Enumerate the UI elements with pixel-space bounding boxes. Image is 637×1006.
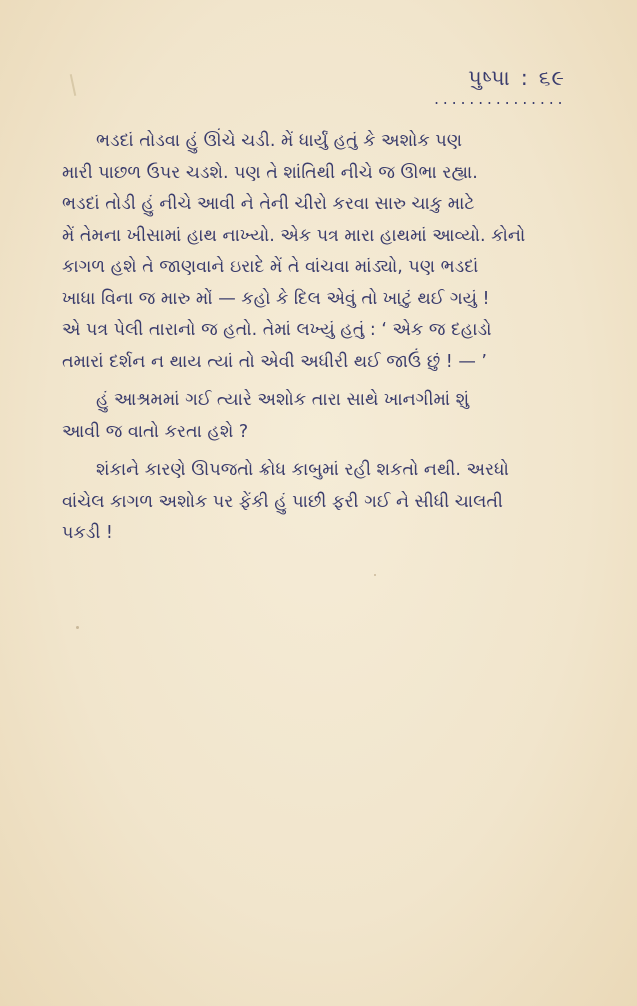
text-line: તમારાં દર્શન ન થાય ત્યાં તો એવી અધીરી થઈ જાઉં છું ! — ’: [62, 351, 487, 372]
paper-speck: [374, 574, 376, 576]
paragraph: [62, 385, 574, 448]
text-line: ખાધા વિના જ મારુ મોં — કહો કે દિલ એવું તો ખાટું થઈ ગયું !: [62, 288, 490, 309]
page-number: ૬૯: [538, 66, 565, 90]
text-line: મારી પાછળ ઉપર ચડશે. પણ તે શાંતિથી નીચે જ ઊભા રહ્યા.: [62, 162, 478, 183]
text-line: પકડી !: [62, 523, 113, 543]
paper-speck: [76, 626, 79, 629]
page-blemish: [70, 74, 77, 96]
text-line: ભડદાં તોડી હું નીચે આવી ને તેની ચીરો કરવા સારુ ચાકુ માટે: [62, 194, 475, 214]
text-line: વાંચેલ કાગળ અશોક પર ફેંકી હું પાછી ફરી ગઈ ને સીધી ચાલતી: [62, 491, 503, 512]
text-line: એ પત્ર પેલી તારાનો જ હતો. તેમાં લખ્યું હતું : ‘ એક જ દહાડો: [62, 320, 492, 340]
text-line: શંકાને કારણે ઊપજતો ક્રોધ કાબુમાં રહી શકતો નથી. અરધો: [96, 460, 509, 480]
page-header: [433, 66, 565, 108]
text-line: આવી જ વાતો કરતા હશે ?: [62, 421, 249, 442]
paragraph: [62, 455, 574, 550]
text-line: હું આશ્રમમાં ગઈ ત્યારે અશોક તારા સાથે ખાનગીમાં શું: [96, 390, 470, 410]
header-separator: :: [520, 66, 529, 90]
running-head: [433, 66, 565, 91]
text-line: ભડદાં તોડવા હું ઊંચે ચડી. મેં ધાર્યું હતું કે અશોક પણ: [96, 131, 462, 151]
text-line: કાગળ હશે તે જાણવાને ઇરાદે મેં તે વાંચવા માંડ્યો, પણ ભડદાં: [62, 257, 479, 277]
body-text: [62, 126, 574, 550]
book-title: પુષ્પા: [468, 66, 511, 90]
paragraph: [62, 126, 574, 378]
header-dotted-rule: ...............: [432, 93, 565, 108]
text-line: મેં તેમના ખીસામાં હાથ નાખ્યો. એક પત્ર મારા હાથમાં આવ્યો. કોનો: [62, 225, 526, 246]
